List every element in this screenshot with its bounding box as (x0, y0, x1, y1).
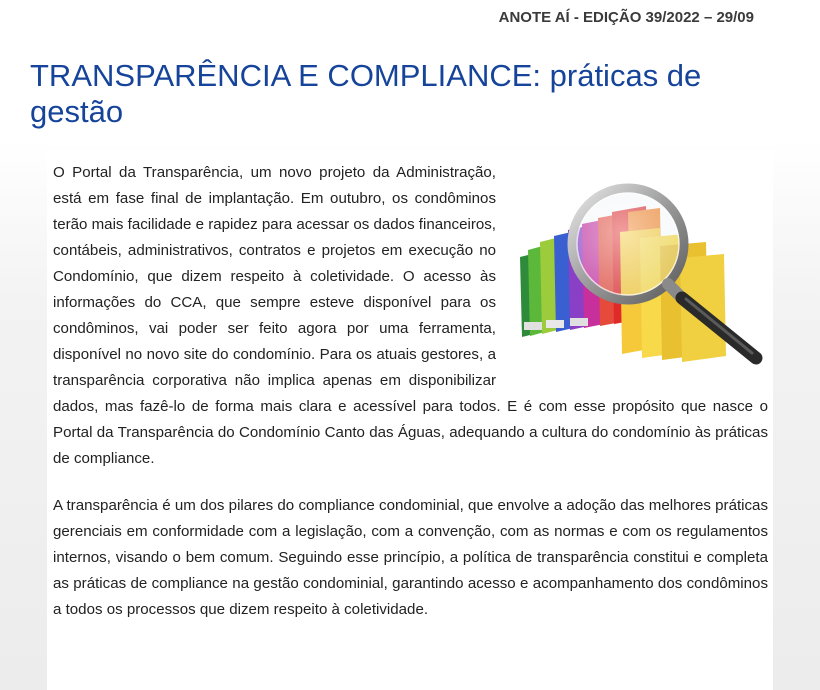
article-paragraph-1: O Portal da Transparência, um novo projeto da Administração, está em fase final de implantação. Em outubro, os condôminos terão mais facilidade e rapidez para acessar os dados financeiros, contábeis, administrativos, contratos e projetos em execução no Condomínio, que dizem respeito à coletividade. O acesso às informações do CCA, que sempre esteve disponível para os condôminos, vai poder ser feito agora por uma ferramenta, disponível no novo site do condomínio. Para os atuais gestores, a transparência corporativa não implica apenas em disponibilizar dados, mas fazê-lo de forma mais clara e acessível para todos. E é com esse propósito que nasce o Portal da Transparência do Condomínio Canto das Águas, adequando a cultura do condomínio às práticas de compliance. (53, 164, 768, 467)
article-title: TRANSPARÊNCIA E COMPLIANCE: práticas de gestão (30, 58, 702, 129)
edition-label: ANOTE AÍ - EDIÇÃO 39/2022 – 29/09 (498, 9, 754, 26)
article-paragraph-2: A transparência é um dos pilares do compliance condominial, que envolve a adoção das melhores práticas gerenciais em conformidade com a legislação, com a convenção, com as normas e com os regulamentos internos, visando o bem comum. Seguindo esse princípio, a política de transparência constitui e completa as práticas de compliance na gestão condominial, garantindo acesso e acompanhamento dos condôminos a todos os processos que dizem respeito à coletividade. (53, 497, 768, 618)
magnifier-folders-icon (510, 172, 768, 368)
article-body (47, 150, 773, 690)
